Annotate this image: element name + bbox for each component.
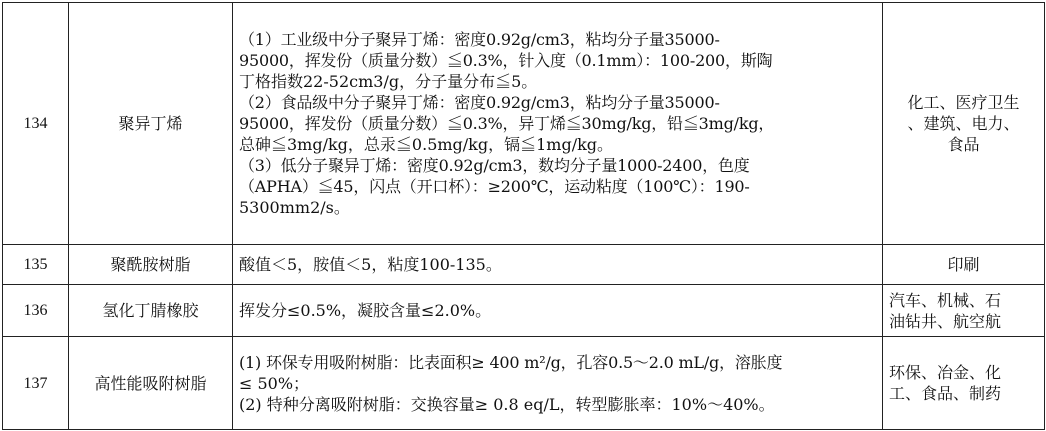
app-line: 汽车、机械、石 (889, 290, 1002, 310)
product-spec (233, 285, 883, 337)
spec-line: 挥发分≤0.5%，凝胶含量≤2.0%。 (239, 301, 492, 320)
application-field (883, 285, 1045, 337)
spec-line: 95000，挥发份（质量分数）≦0.3%，异丁烯≦30mg/kg，铅≦3mg/kg， (239, 114, 775, 133)
product-spec (233, 337, 883, 430)
row-number: 135 (3, 245, 69, 285)
app-line: 工、食品、制药 (889, 384, 1002, 403)
application-field (883, 337, 1045, 430)
product-spec (233, 245, 883, 285)
app-line: 、建筑、电力、 (907, 114, 1020, 133)
table-row (3, 285, 1045, 337)
spec-line: 95000，挥发份（质量分数）≦0.3%，针入度（0.1mm）：100-200，斯陶 (239, 51, 773, 70)
product-name: 聚酰胺树脂 (69, 245, 233, 285)
app-line: 油钻井、航空航 (889, 311, 1002, 331)
spec-line: (2) 特种分离吸附树脂：交换容量≥ 0.8 eq/L，转型膨胀率：10%～40%。 (239, 394, 775, 414)
product-name: 高性能吸附树脂 (69, 337, 233, 430)
app-line: 化工、医疗卫生 (907, 93, 1020, 112)
row-number: 136 (3, 285, 69, 337)
product-spec (233, 3, 883, 245)
spec-line: （3）低分子聚异丁烯：密度0.92g/cm3，数均分子量1000-2400，色度 (239, 156, 750, 175)
app-line: 印刷 (947, 255, 980, 274)
app-line: 食品 (947, 135, 980, 154)
spec-line: 酸值＜5，胺值＜5，粘度100-135。 (239, 255, 502, 274)
spec-line: 总砷≦3mg/kg，总汞≦0.5mg/kg，镉≦1mg/kg。 (239, 135, 614, 154)
spec-line: (1) 环保专用吸附树脂：比表面积≥ 400 m²/g，孔容0.5～2.0 mL/g，溶胀度 (239, 352, 783, 372)
spec-line: （APHA）≦45，闪点（开口杯）：≥200℃，运动粘度（100℃）：190- (239, 177, 750, 196)
app-line: 环保、冶金、化 (889, 363, 1002, 382)
spec-line: 丁格指数22-52cm3/g，分子量分布≦5。 (239, 72, 538, 91)
product-spec-table (2, 2, 1045, 430)
table-row (3, 245, 1045, 285)
product-name: 聚异丁烯 (69, 3, 233, 245)
row-number: 137 (3, 337, 69, 430)
application-field (883, 245, 1045, 285)
spec-line: ≤ 50%； (239, 373, 310, 393)
spec-line: 5300mm2/s。 (239, 198, 350, 217)
row-number: 134 (3, 3, 69, 245)
spec-line: （1）工业级中分子聚异丁烯：密度0.92g/cm3，粘均分子量35000- (239, 30, 720, 49)
table-row (3, 3, 1045, 245)
spec-line: （2）食品级中分子聚异丁烯：密度0.92g/cm3，粘均分子量35000- (239, 93, 720, 112)
table-row (3, 337, 1045, 430)
product-name: 氢化丁腈橡胶 (69, 285, 233, 337)
application-field (883, 3, 1045, 245)
